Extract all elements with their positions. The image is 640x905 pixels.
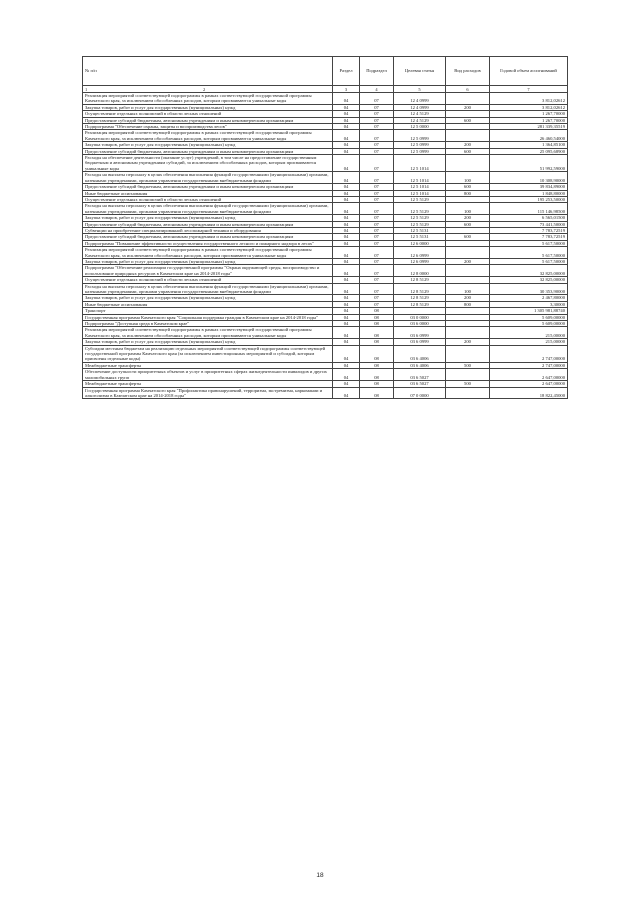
- row-podrazdel: 08: [360, 369, 394, 381]
- row-name: Транспорт: [83, 308, 333, 314]
- row-razdel: 04: [333, 381, 360, 387]
- row-name: Реализация мероприятий соответствующей подпрограммы в рамках соответствующей государственной программы Камчатского края, за исключением обособленных расходов, которым присваиваются уникальные коды: [83, 130, 333, 142]
- row-podrazdel: 07: [360, 142, 394, 148]
- row-amount: 30 353,90000: [490, 283, 568, 295]
- row-vid: [446, 327, 490, 339]
- row-vid: [446, 387, 490, 399]
- row-vid: 200: [446, 295, 490, 301]
- row-razdel: 04: [333, 172, 360, 184]
- row-statya: 12 5 0999: [394, 130, 446, 142]
- row-amount: 1 267,70000: [490, 111, 568, 117]
- row-name: Государственная программа Камчатского края "Профилактика правонарушений, терроризма, экстремизма, наркомании и алкоголизма в Камчатском крае на 2014-2018 годы": [83, 387, 333, 399]
- row-amount: 39 834,89000: [490, 184, 568, 190]
- row-podrazdel: 07: [360, 283, 394, 295]
- table-row: [83, 93, 568, 105]
- table-row: [83, 345, 568, 362]
- row-name: Предоставление субсидий бюджетным, автономным учреждениям и иным некоммерческим организациям: [83, 234, 333, 240]
- header-statya: Целевая статья: [394, 57, 446, 86]
- row-vid: 500: [446, 362, 490, 368]
- row-vid: [446, 93, 490, 105]
- row-name: Предоставление субсидий бюджетным, автономным учреждениям и иным некоммерческим организациям: [83, 117, 333, 123]
- row-name: Предоставление субсидий бюджетным, автономным учреждениям и иным некоммерческим организациям: [83, 221, 333, 227]
- row-amount: 73 441,50000: [490, 221, 568, 227]
- row-podrazdel: 08: [360, 381, 394, 387]
- row-statya: 12 5 1014: [394, 155, 446, 172]
- row-podrazdel: 07: [360, 247, 394, 259]
- row-statya: 03 6 0999: [394, 339, 446, 345]
- row-podrazdel: 07: [360, 124, 394, 130]
- row-razdel: 04: [333, 240, 360, 246]
- column-number: [83, 86, 333, 93]
- table-body: [83, 93, 568, 399]
- row-podrazdel: 07: [360, 117, 394, 123]
- row-statya: 12 5 0000: [394, 124, 446, 130]
- table-row: [83, 327, 568, 339]
- row-amount: 215,00000: [490, 327, 568, 339]
- row-statya: 12 8 5129: [394, 295, 446, 301]
- table-row: [83, 265, 568, 277]
- row-vid: 600: [446, 117, 490, 123]
- row-razdel: 04: [333, 221, 360, 227]
- row-name: Закупка товаров, работ и услуг для государственных (муниципальных) нужд: [83, 142, 333, 148]
- header-name: № п/п: [83, 57, 333, 86]
- row-name: Осуществление отдельных полномочий в области лесных отношений: [83, 277, 333, 283]
- row-amount: 5 609,00000: [490, 321, 568, 327]
- row-podrazdel: 07: [360, 234, 394, 240]
- row-vid: 200: [446, 215, 490, 221]
- row-razdel: 04: [333, 308, 360, 314]
- row-vid: 500: [446, 381, 490, 387]
- row-razdel: 04: [333, 265, 360, 277]
- row-name: Обеспечение доступности приоритетных объектов и услуг в приоритетных сферах жизнедеятельности инвалидов и других маломобильных групп: [83, 369, 333, 381]
- row-vid: [446, 130, 490, 142]
- column-number-6: 6: [446, 86, 490, 93]
- column-number-2: 2: [203, 87, 206, 92]
- row-vid: [446, 369, 490, 381]
- row-name: Реализация мероприятий соответствующей подпрограммы в рамках соответствующей государственной программы Камчатского края, за исключением обособленных расходов, которым присваиваются уникальные коды: [83, 247, 333, 259]
- row-name: Расходы на выплаты персоналу в целях обеспечения выполнения функций государственными (муниципальными) органами, казенными учреждениями, органами управления государственными внебюджетными фондами: [83, 172, 333, 184]
- row-name: Субсидии местным бюджетам на реализацию отдельных мероприятий соответствующей подпрограммы соответствующей государственной программы Камчатского края (за исключением инвестиционных мероприятий и субсидий, которым присвоены отдельные коды): [83, 345, 333, 362]
- row-podrazdel: 07: [360, 184, 394, 190]
- column-number-1: 1: [85, 87, 88, 92]
- row-vid: 100: [446, 203, 490, 215]
- row-statya: 03 6 4006: [394, 345, 446, 362]
- row-name: Осуществление отдельных полномочий в области лесных отношений: [83, 111, 333, 117]
- row-razdel: 04: [333, 277, 360, 283]
- row-razdel: 04: [333, 196, 360, 202]
- row-vid: [446, 247, 490, 259]
- row-podrazdel: 07: [360, 215, 394, 221]
- row-amount: 195 253,50000: [490, 196, 568, 202]
- row-statya: 12 5 0999: [394, 142, 446, 148]
- row-podrazdel: 08: [360, 327, 394, 339]
- row-razdel: 04: [333, 321, 360, 327]
- row-statya: 12 8 5129: [394, 301, 446, 307]
- column-number-7: 7: [490, 86, 568, 93]
- row-statya: 12 5 5131: [394, 234, 446, 240]
- table-header: [83, 57, 568, 93]
- row-statya: 12 5 1014: [394, 184, 446, 190]
- row-name: Субвенции на приобретение специализированной лесопожарной техники и оборудования: [83, 227, 333, 233]
- row-amount: 6 565,01500: [490, 215, 568, 221]
- row-name: Иные бюджетные ассигнования: [83, 190, 333, 196]
- row-statya: 12 5 5129: [394, 221, 446, 227]
- row-razdel: 04: [333, 301, 360, 307]
- table-row: [83, 155, 568, 172]
- table-row: [83, 203, 568, 215]
- row-razdel: 04: [333, 387, 360, 399]
- row-podrazdel: 07: [360, 301, 394, 307]
- row-statya: 12 5 0999: [394, 148, 446, 154]
- row-statya: 12 5 1014: [394, 190, 446, 196]
- row-name: Расходы на выплаты персоналу в целях обеспечения выполнения функций государственными (муниципальными) органами, казенными учреждениями, органами управления государственными внебюджетными фондами: [83, 283, 333, 295]
- row-razdel: 04: [333, 93, 360, 105]
- row-amount: 51 992,59000: [490, 155, 568, 172]
- table-row: [83, 387, 568, 399]
- row-podrazdel: 07: [360, 104, 394, 110]
- row-amount: 5 617,50000: [490, 258, 568, 264]
- row-statya: 12 4 0999: [394, 93, 446, 105]
- row-podrazdel: 08: [360, 314, 394, 320]
- row-statya: 12 6 0999: [394, 247, 446, 259]
- row-amount: 215,00000: [490, 339, 568, 345]
- row-razdel: 04: [333, 124, 360, 130]
- row-statya: 12 8 5129: [394, 283, 446, 295]
- row-name: Межбюджетные трансферты: [83, 381, 333, 387]
- row-amount: 5 617,50000: [490, 247, 568, 259]
- row-razdel: 04: [333, 130, 360, 142]
- row-razdel: 04: [333, 369, 360, 381]
- budget-table: [82, 56, 568, 399]
- row-podrazdel: 07: [360, 258, 394, 264]
- row-razdel: 04: [333, 148, 360, 154]
- row-razdel: 04: [333, 155, 360, 172]
- table-row: [83, 283, 568, 295]
- row-name: Закупка товаров, работ и услуг для государственных (муниципальных) нужд: [83, 258, 333, 264]
- row-vid: 200: [446, 339, 490, 345]
- row-vid: [446, 265, 490, 277]
- row-vid: 600: [446, 234, 490, 240]
- row-name: Закупка товаров, работ и услуг для государственных (муниципальных) нужд: [83, 339, 333, 345]
- row-statya: 12 5 1014: [394, 172, 446, 184]
- row-podrazdel: 07: [360, 203, 394, 215]
- row-podrazdel: 07: [360, 148, 394, 154]
- row-vid: 800: [446, 190, 490, 196]
- row-statya: 03 6 4006: [394, 362, 446, 368]
- row-podrazdel: 08: [360, 345, 394, 362]
- row-statya: 12 4 0999: [394, 104, 446, 110]
- row-vid: 200: [446, 104, 490, 110]
- row-amount: 5 609,00000: [490, 314, 568, 320]
- row-name: Осуществление отдельных полномочий в области лесных отношений: [83, 196, 333, 202]
- row-name: Подпрограмма "Повышение эффективности осуществления государственного лесного и пожарного надзора в лесах": [83, 240, 333, 246]
- row-podrazdel: 07: [360, 295, 394, 301]
- row-razdel: 04: [333, 234, 360, 240]
- row-statya: 03 6 0999: [394, 327, 446, 339]
- row-razdel: 04: [333, 258, 360, 264]
- row-statya: 03 0 0000: [394, 314, 446, 320]
- row-razdel: 04: [333, 117, 360, 123]
- row-podrazdel: 08: [360, 387, 394, 399]
- row-podrazdel: 08: [360, 321, 394, 327]
- row-vid: 100: [446, 283, 490, 295]
- row-name: Предоставление субсидий бюджетным, автономным учреждениям и иным некоммерческим организациям: [83, 148, 333, 154]
- row-amount: 2 467,80000: [490, 295, 568, 301]
- row-statya: 12 4 5129: [394, 111, 446, 117]
- row-amount: 3 812,02612: [490, 104, 568, 110]
- table-row: [83, 247, 568, 259]
- row-statya: 12 5 5131: [394, 227, 446, 233]
- row-name: Подпрограмма "Доступная среда в Камчатском крае": [83, 321, 333, 327]
- row-podrazdel: 07: [360, 277, 394, 283]
- row-name: Закупка товаров, работ и услуг для государственных (муниципальных) нужд: [83, 215, 333, 221]
- header-row: [83, 57, 568, 86]
- row-name: Реализация мероприятий соответствующей подпрограммы в рамках соответствующей государственной программы Камчатского края, за исключением обособленных расходов, которым присваиваются уникальные коды: [83, 93, 333, 105]
- row-podrazdel: 07: [360, 196, 394, 202]
- row-name: Подпрограмма "Обеспечение охраны, защиты и воспроизводства лесов": [83, 124, 333, 130]
- row-statya: 12 8 0000: [394, 265, 446, 277]
- row-amount: 18 822,45000: [490, 387, 568, 399]
- row-name: Расходы на выплаты персоналу в целях обеспечения выполнения функций государственными (муниципальными) органами, казенными учреждениями, органами управления государственными внебюджетными фондами: [83, 203, 333, 215]
- row-statya: 03 6 5027: [394, 381, 446, 387]
- row-razdel: 04: [333, 339, 360, 345]
- row-amount: 32 825,00000: [490, 277, 568, 283]
- page-number: 18: [316, 872, 324, 879]
- row-razdel: 04: [333, 184, 360, 190]
- row-amount: 1 305 981,88740: [490, 308, 568, 314]
- row-statya: 12 8 5129: [394, 277, 446, 283]
- row-razdel: 04: [333, 314, 360, 320]
- header-razdel: Раздел: [333, 57, 360, 86]
- row-statya: 12 5 5129: [394, 203, 446, 215]
- row-name: Межбюджетные трансферты: [83, 362, 333, 368]
- row-amount: 1 364,85100: [490, 142, 568, 148]
- row-amount: 2 647,00000: [490, 381, 568, 387]
- column-number-4: 4: [360, 86, 394, 93]
- row-razdel: 04: [333, 111, 360, 117]
- row-podrazdel: 07: [360, 221, 394, 227]
- row-amount: 115 146,98500: [490, 203, 568, 215]
- row-vid: 600: [446, 184, 490, 190]
- row-razdel: 04: [333, 203, 360, 215]
- row-amount: 281 339,35519: [490, 124, 568, 130]
- row-razdel: 04: [333, 283, 360, 295]
- row-podrazdel: 07: [360, 227, 394, 233]
- header-amount: Годовой объем ассигнований: [490, 57, 568, 86]
- column-number-3: 3: [333, 86, 360, 93]
- row-vid: 600: [446, 148, 490, 154]
- row-amount: 2 647,00000: [490, 369, 568, 381]
- row-vid: 200: [446, 142, 490, 148]
- row-name: Расходы на обеспечение деятельности (оказание услуг) учреждений, в том числе на предоставление государственным бюджетным и автономным учреждениям субсидий, за исключением обособленных расходов, которым присваиваются уникальные коды: [83, 155, 333, 172]
- row-amount: 25 095,68900: [490, 148, 568, 154]
- row-podrazdel: 07: [360, 240, 394, 246]
- table-row: [83, 172, 568, 184]
- row-razdel: 04: [333, 362, 360, 368]
- row-razdel: 04: [333, 345, 360, 362]
- row-statya: 12 5 5129: [394, 215, 446, 221]
- row-name: Закупка товаров, работ и услуг для государственных (муниципальных) нужд: [83, 104, 333, 110]
- row-amount: 5 617,50000: [490, 240, 568, 246]
- row-podrazdel: 08: [360, 339, 394, 345]
- row-razdel: 04: [333, 104, 360, 110]
- row-razdel: 04: [333, 190, 360, 196]
- row-statya: 12 6 0999: [394, 258, 446, 264]
- column-number-5: 5: [394, 86, 446, 93]
- row-statya: 12 5 5129: [394, 196, 446, 202]
- row-podrazdel: 08: [360, 362, 394, 368]
- row-podrazdel: 07: [360, 130, 394, 142]
- row-vid: 100: [446, 172, 490, 184]
- row-vid: [446, 345, 490, 362]
- row-vid: 800: [446, 301, 490, 307]
- row-razdel: 04: [333, 295, 360, 301]
- row-vid: 200: [446, 258, 490, 264]
- row-vid: [446, 155, 490, 172]
- row-amount: 7 783,72519: [490, 234, 568, 240]
- row-podrazdel: 08: [360, 308, 394, 314]
- header-podrazdel: Подраздел: [360, 57, 394, 86]
- row-amount: 32 825,00000: [490, 265, 568, 277]
- row-statya: 12 4 5129: [394, 117, 446, 123]
- row-podrazdel: 07: [360, 265, 394, 277]
- row-name: Иные бюджетные ассигнования: [83, 301, 333, 307]
- row-vid: 600: [446, 221, 490, 227]
- table-row: [83, 130, 568, 142]
- row-amount: 3 812,02612: [490, 93, 568, 105]
- row-amount: 1 267,70000: [490, 117, 568, 123]
- row-amount: 3,30000: [490, 301, 568, 307]
- row-name: Реализация мероприятий соответствующей подпрограммы в рамках соответствующей государственной программы Камчатского края, за исключением обособленных расходов, которым присваиваются уникальные коды: [83, 327, 333, 339]
- row-podrazdel: 07: [360, 190, 394, 196]
- row-name: Предоставление субсидий бюджетным, автономным учреждениям и иным некоммерческим организациям: [83, 184, 333, 190]
- row-razdel: 04: [333, 247, 360, 259]
- row-amount: 10 308,90000: [490, 172, 568, 184]
- row-amount: 7 783,72519: [490, 227, 568, 233]
- row-amount: 2 747,00000: [490, 345, 568, 362]
- table-row: [83, 369, 568, 381]
- row-name: Подпрограмма "Обеспечение реализации государственной программы "Охрана окружающей среды, воспроизводство и использование природных ресурсов в Камчатском крае на 2014-2018 годы": [83, 265, 333, 277]
- row-podrazdel: 07: [360, 111, 394, 117]
- row-razdel: 04: [333, 215, 360, 221]
- row-statya: 12 6 0000: [394, 240, 446, 246]
- row-statya: 07 0 0000: [394, 387, 446, 399]
- row-podrazdel: 07: [360, 93, 394, 105]
- column-number-row: [83, 86, 568, 93]
- row-podrazdel: 07: [360, 172, 394, 184]
- row-statya: 03 6 0000: [394, 321, 446, 327]
- row-amount: 26 460,54000: [490, 130, 568, 142]
- header-vid: Вид расходов: [446, 57, 490, 86]
- row-amount: 1 848,80000: [490, 190, 568, 196]
- row-razdel: 04: [333, 227, 360, 233]
- row-name: Государственная программа Камчатского края "Социальная поддержка граждан в Камчатском крае на 2014-2018 годы": [83, 314, 333, 320]
- row-razdel: 04: [333, 327, 360, 339]
- row-name: Закупка товаров, работ и услуг для государственных (муниципальных) нужд: [83, 295, 333, 301]
- row-amount: 2 747,00000: [490, 362, 568, 368]
- row-podrazdel: 07: [360, 155, 394, 172]
- row-razdel: 04: [333, 142, 360, 148]
- row-statya: 03 6 5027: [394, 369, 446, 381]
